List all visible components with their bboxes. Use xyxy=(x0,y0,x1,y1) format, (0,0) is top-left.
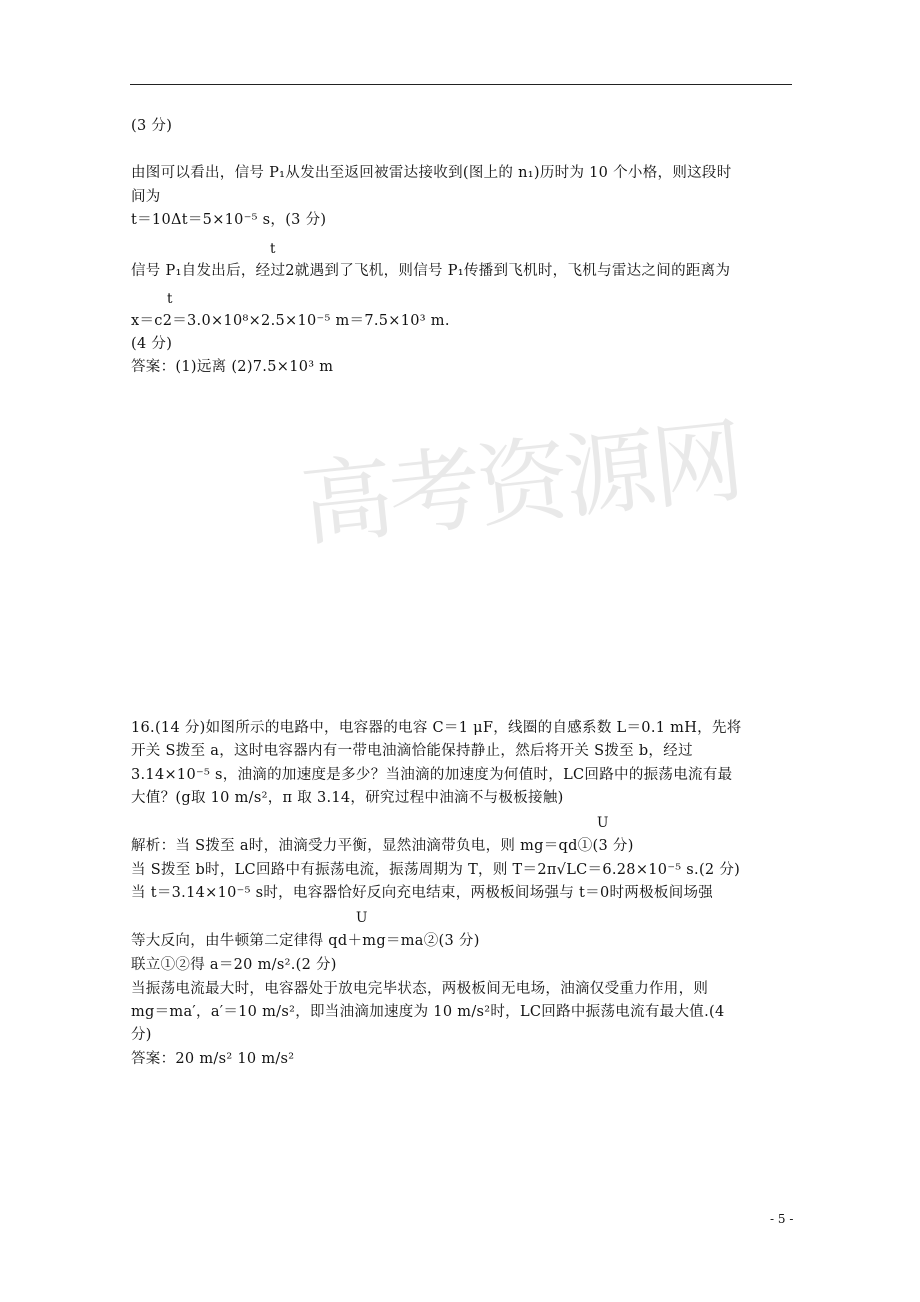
q15-line-3: 间为 xyxy=(131,189,161,205)
q16-line-9: 联立①②得 a＝20 m/s².(2 分) xyxy=(131,957,337,973)
q15-line-6: x＝c2＝3.0×10⁸×2.5×10⁻⁵ m＝7.5×10³ m. xyxy=(131,313,450,329)
q15-line-2: 由图可以看出，信号 P₁从发出至返回被雷达接收到(图上的 n₁)历时为 10 个小格，则这段时 xyxy=(131,165,732,181)
q16-line-8: 等大反向，由牛顿第二定律得 qd＋mg＝ma②(3 分) xyxy=(131,933,480,949)
q16-line-5: 解析：当 S拨至 a时，油滴受力平衡，显然油滴带负电，则 mg＝qd①(3 分) xyxy=(131,838,634,854)
q16-line-6: 当 S拨至 b时，LC回路中有振荡电流，振荡周期为 T，则 T＝2π√LC＝6.28×10⁻⁵ s.(2 分) xyxy=(131,862,741,878)
q16-line-3: 3.14×10⁻⁵ s，油滴的加速度是多少？当油滴的加速度为何值时，LC回路中的振荡电流有最 xyxy=(131,767,733,783)
q15-line-4: t＝10Δt＝5×10⁻⁵ s，(3 分) xyxy=(131,212,327,228)
header-rule xyxy=(130,84,792,85)
q15-fraction-numerator-2: t xyxy=(167,291,173,307)
q16-line-7: 当 t＝3.14×10⁻⁵ s时，电容器恰好反向充电结束，两极板间场强与 t＝0时两极板间场强 xyxy=(131,885,714,901)
q15-line-7: (4 分) xyxy=(131,336,173,352)
q15-answer: 答案：(1)远离 (2)7.5×10³ m xyxy=(131,359,334,375)
q15-line-1: (3 分) xyxy=(131,118,173,134)
q16-line-1: 16.(14 分)如图所示的电路中，电容器的电容 C＝1 μF，线圈的自感系数 L＝0.1 mH，先将 xyxy=(131,720,742,736)
q16-line-12: 分) xyxy=(131,1027,152,1043)
q16-fraction-numerator-1: U xyxy=(597,815,609,831)
q16-line-2: 开关 S拨至 a，这时电容器内有一带电油滴恰能保持静止，然后将开关 S拨至 b，经过 xyxy=(131,743,693,759)
q16-line-10: 当振荡电流最大时，电容器处于放电完毕状态，两极板间无电场，油滴仅受重力作用，则 xyxy=(131,981,709,997)
page-number: - 5 - xyxy=(770,1212,794,1226)
watermark: 高考资源网 xyxy=(296,407,746,560)
q16-line-4: 大值？(g取 10 m/s²，π 取 3.14，研究过程中油滴不与极板接触) xyxy=(131,790,564,806)
q16-line-11: mg＝ma′，a′＝10 m/s²，即当油滴加速度为 10 m/s²时，LC回路中振荡电流有最大值.(4 xyxy=(131,1004,725,1020)
q15-line-5: 信号 P₁自发出后，经过2就遇到了飞机，则信号 P₁传播到飞机时，飞机与雷达之间的距离为 xyxy=(131,263,731,279)
q16-answer: 答案：20 m/s² 10 m/s² xyxy=(131,1051,295,1067)
q15-fraction-numerator-1: t xyxy=(270,241,276,257)
q16-fraction-numerator-2: U xyxy=(356,910,368,926)
